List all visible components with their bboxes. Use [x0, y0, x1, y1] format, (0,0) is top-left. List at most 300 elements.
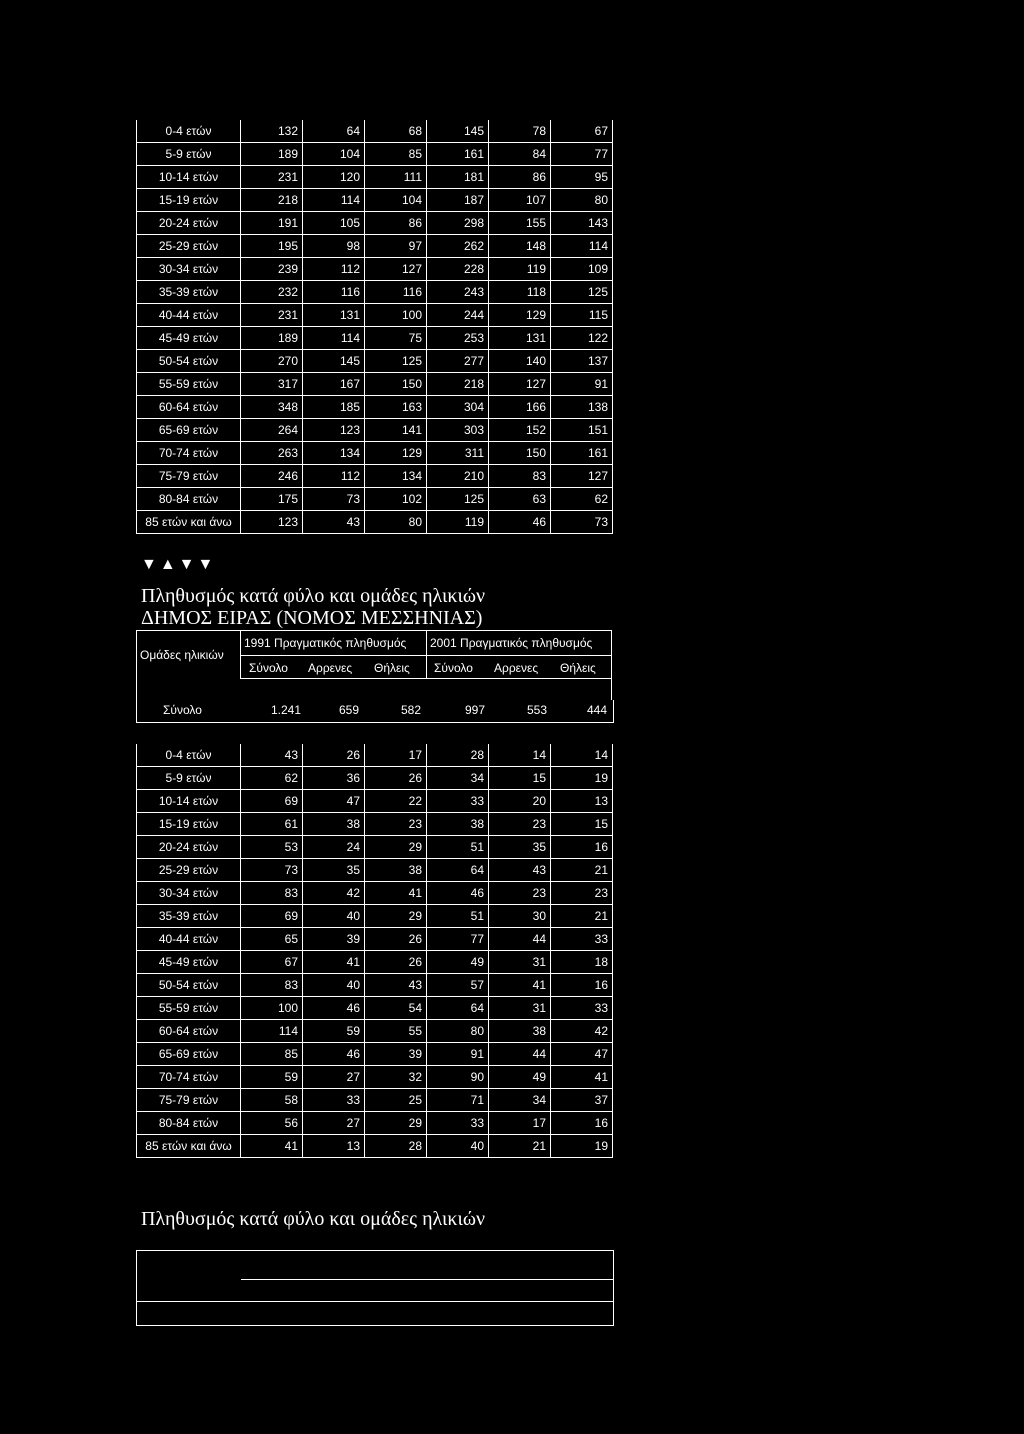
subheader-female-2001: Θήλεις — [560, 661, 596, 675]
age-group-label: 10-14 ετών — [137, 166, 241, 189]
cell-value: 134 — [365, 465, 427, 488]
cell-value: 67 — [241, 951, 303, 974]
cell-value: 105 — [303, 212, 365, 235]
cell-value: 29 — [365, 905, 427, 928]
cell-value: 114 — [303, 189, 365, 212]
cell-value: 100 — [365, 304, 427, 327]
cell-value: 17 — [489, 1112, 551, 1135]
age-group-label: 80-84 ετών — [137, 1112, 241, 1135]
cell-value: 218 — [427, 373, 489, 396]
cell-value: 44 — [489, 1043, 551, 1066]
cell-value: 134 — [303, 442, 365, 465]
cell-value: 189 — [241, 327, 303, 350]
table-row — [137, 258, 613, 281]
table-row — [137, 836, 613, 859]
age-group-label: 60-64 ετών — [137, 396, 241, 419]
municipality-title: ΔΗΜΟΣ ΕΙΡΑΣ (ΝΟΜΟΣ ΜΕΣΣΗΝΙΑΣ) — [141, 607, 483, 629]
table-row — [137, 1066, 613, 1089]
cell-value: 311 — [427, 442, 489, 465]
cell-value: 73 — [303, 488, 365, 511]
cell-value: 59 — [241, 1066, 303, 1089]
cell-value: 16 — [551, 836, 613, 859]
cell-value: 20 — [489, 790, 551, 813]
cell-value: 41 — [489, 974, 551, 997]
cell-value: 42 — [551, 1020, 613, 1043]
cell-value: 33 — [427, 790, 489, 813]
cell-value: 38 — [365, 859, 427, 882]
cell-value: 15 — [489, 767, 551, 790]
cell-value: 71 — [427, 1089, 489, 1112]
cell-value: 151 — [551, 419, 613, 442]
cell-value: 38 — [427, 813, 489, 836]
cell-value: 228 — [427, 258, 489, 281]
cell-value: 64 — [303, 120, 365, 143]
cell-value: 39 — [365, 1043, 427, 1066]
age-group-label: 75-79 ετών — [137, 1089, 241, 1112]
cell-value: 40 — [427, 1135, 489, 1158]
age-group-label: 85 ετών και άνω — [137, 511, 241, 534]
cell-value: 40 — [303, 905, 365, 928]
table-row — [137, 767, 613, 790]
cell-value: 148 — [489, 235, 551, 258]
age-group-label: 20-24 ετών — [137, 836, 241, 859]
age-group-label: 15-19 ετών — [137, 189, 241, 212]
cell-value: 34 — [427, 767, 489, 790]
age-group-label: 5-9 ετών — [137, 143, 241, 166]
cell-value: 348 — [241, 396, 303, 419]
cell-value: 150 — [489, 442, 551, 465]
cell-value: 123 — [241, 511, 303, 534]
cell-value: 125 — [427, 488, 489, 511]
table-row — [137, 350, 613, 373]
cell-value: 26 — [365, 951, 427, 974]
cell-value: 150 — [365, 373, 427, 396]
cell-value: 51 — [427, 905, 489, 928]
cell-value: 187 — [427, 189, 489, 212]
cell-value: 163 — [365, 396, 427, 419]
cell-value: 91 — [427, 1043, 489, 1066]
table-row — [137, 790, 613, 813]
cell-value: 161 — [551, 442, 613, 465]
cell-value: 14 — [551, 744, 613, 767]
cell-value: 57 — [427, 974, 489, 997]
cell-value: 63 — [489, 488, 551, 511]
cell-value: 39 — [303, 928, 365, 951]
cell-value: 132 — [241, 120, 303, 143]
age-group-label: 35-39 ετών — [137, 281, 241, 304]
table-row — [137, 1112, 613, 1135]
cell-value: 123 — [303, 419, 365, 442]
cell-value: 49 — [427, 951, 489, 974]
cell-value: 112 — [303, 465, 365, 488]
cell-value: 161 — [427, 143, 489, 166]
cell-value: 65 — [241, 928, 303, 951]
cell-value: 116 — [365, 281, 427, 304]
cell-value: 61 — [241, 813, 303, 836]
cell-value: 27 — [303, 1066, 365, 1089]
age-group-label: 50-54 ετών — [137, 974, 241, 997]
table-row — [137, 905, 613, 928]
cell-value: 37 — [551, 1089, 613, 1112]
cell-value: 195 — [241, 235, 303, 258]
cell-value: 46 — [489, 511, 551, 534]
cell-value: 64 — [427, 859, 489, 882]
cell-value: 131 — [489, 327, 551, 350]
cell-value: 218 — [241, 189, 303, 212]
cell-value: 54 — [365, 997, 427, 1020]
cell-value: 127 — [551, 465, 613, 488]
table-row — [137, 143, 613, 166]
cell-value: 19 — [551, 1135, 613, 1158]
cell-value: 191 — [241, 212, 303, 235]
cell-value: 32 — [365, 1066, 427, 1089]
cell-value: 98 — [303, 235, 365, 258]
cell-value: 80 — [365, 511, 427, 534]
cell-value: 28 — [427, 744, 489, 767]
cell-value: 43 — [303, 511, 365, 534]
cell-value: 19 — [551, 767, 613, 790]
cell-value: 16 — [551, 1112, 613, 1135]
cell-value: 143 — [551, 212, 613, 235]
cell-value: 91 — [551, 373, 613, 396]
cell-value: 35 — [489, 836, 551, 859]
cell-value: 129 — [489, 304, 551, 327]
cell-value: 43 — [365, 974, 427, 997]
cell-value: 26 — [365, 767, 427, 790]
cell-value: 304 — [427, 396, 489, 419]
cell-value: 73 — [241, 859, 303, 882]
cell-value: 263 — [241, 442, 303, 465]
cell-value: 46 — [303, 997, 365, 1020]
cell-value: 35 — [303, 859, 365, 882]
cell-value: 23 — [551, 882, 613, 905]
cell-value: 41 — [365, 882, 427, 905]
age-group-label: 0-4 ετών — [137, 120, 241, 143]
subheader-total-1991: Σύνολο — [249, 661, 288, 675]
table-row — [137, 974, 613, 997]
cell-value: 38 — [489, 1020, 551, 1043]
total-label: Σύνολο — [163, 703, 202, 717]
table-row — [137, 442, 613, 465]
cell-value: 21 — [551, 859, 613, 882]
cell-value: 119 — [489, 258, 551, 281]
table-row — [137, 235, 613, 258]
cell-value: 264 — [241, 419, 303, 442]
cell-value: 29 — [365, 836, 427, 859]
next-table-header — [136, 1250, 614, 1326]
cell-value: 239 — [241, 258, 303, 281]
cell-value: 95 — [551, 166, 613, 189]
cell-value: 166 — [489, 396, 551, 419]
cell-value: 80 — [427, 1020, 489, 1043]
table-row — [137, 488, 613, 511]
cell-value: 138 — [551, 396, 613, 419]
cell-value: 270 — [241, 350, 303, 373]
cell-value: 298 — [427, 212, 489, 235]
table-row — [137, 281, 613, 304]
cell-value: 62 — [241, 767, 303, 790]
age-group-label: 55-59 ετών — [137, 373, 241, 396]
cell-value: 17 — [365, 744, 427, 767]
cell-value: 24 — [303, 836, 365, 859]
cell-value: 22 — [365, 790, 427, 813]
age-groups-header: Ομάδες ηλικιών — [140, 648, 224, 662]
census-1991-header: 1991 Πραγματικός πληθυσμός — [244, 636, 407, 650]
cell-value: 243 — [427, 281, 489, 304]
cell-value: 129 — [365, 442, 427, 465]
cell-value: 85 — [365, 143, 427, 166]
cell-value: 41 — [241, 1135, 303, 1158]
cell-value: 100 — [241, 997, 303, 1020]
cell-value: 49 — [489, 1066, 551, 1089]
cell-value: 83 — [241, 882, 303, 905]
age-group-label: 10-14 ετών — [137, 790, 241, 813]
age-group-label: 30-34 ετών — [137, 258, 241, 281]
cell-value: 40 — [303, 974, 365, 997]
cell-value: 125 — [365, 350, 427, 373]
age-group-label: 75-79 ετών — [137, 465, 241, 488]
age-group-label: 50-54 ετών — [137, 350, 241, 373]
cell-value: 118 — [489, 281, 551, 304]
cell-value: 67 — [551, 120, 613, 143]
cell-value: 262 — [427, 235, 489, 258]
cell-value: 69 — [241, 790, 303, 813]
cell-value: 175 — [241, 488, 303, 511]
cell-value: 80 — [551, 189, 613, 212]
age-group-label: 25-29 ετών — [137, 235, 241, 258]
cell-value: 104 — [303, 143, 365, 166]
cell-value: 31 — [489, 951, 551, 974]
cell-value: 64 — [427, 997, 489, 1020]
cell-value: 16 — [551, 974, 613, 997]
age-group-label: 35-39 ετών — [137, 905, 241, 928]
cell-value: 86 — [489, 166, 551, 189]
age-group-label: 20-24 ετών — [137, 212, 241, 235]
cell-value: 13 — [303, 1135, 365, 1158]
cell-value: 41 — [551, 1066, 613, 1089]
cell-value: 53 — [241, 836, 303, 859]
cell-value: 56 — [241, 1112, 303, 1135]
cell-value: 42 — [303, 882, 365, 905]
cell-value: 75 — [365, 327, 427, 350]
cell-value: 68 — [365, 120, 427, 143]
cell-value: 253 — [427, 327, 489, 350]
table-row — [137, 1020, 613, 1043]
table-row — [137, 744, 613, 767]
cell-value: 26 — [365, 928, 427, 951]
table-row — [137, 511, 613, 534]
cell-value: 27 — [303, 1112, 365, 1135]
cell-value: 29 — [365, 1112, 427, 1135]
cell-value: 231 — [241, 304, 303, 327]
cell-value: 14 — [489, 744, 551, 767]
age-group-label: 0-4 ετών — [137, 744, 241, 767]
total-value: 659 — [338, 703, 359, 717]
cell-value: 141 — [365, 419, 427, 442]
cell-value: 244 — [427, 304, 489, 327]
cell-value: 77 — [551, 143, 613, 166]
subheader-male-2001: Αρρενες — [494, 661, 539, 675]
total-value: 997 — [464, 703, 485, 717]
cell-value: 38 — [303, 813, 365, 836]
cell-value: 58 — [241, 1089, 303, 1112]
table-row — [137, 120, 613, 143]
cell-value: 155 — [489, 212, 551, 235]
next-table-title: Πληθυσμός κατά φύλο και ομάδες ηλικιών — [141, 1208, 486, 1230]
age-group-label: 65-69 ετών — [137, 419, 241, 442]
cell-value: 116 — [303, 281, 365, 304]
cell-value: 120 — [303, 166, 365, 189]
cell-value: 145 — [427, 120, 489, 143]
population-table-top — [136, 120, 613, 534]
cell-value: 111 — [365, 166, 427, 189]
census-2001-header: 2001 Πραγματικός πληθυσμός — [430, 636, 593, 650]
table-row — [137, 327, 613, 350]
table-row — [137, 997, 613, 1020]
cell-value: 43 — [489, 859, 551, 882]
total-value: 582 — [400, 703, 421, 717]
total-value: 444 — [586, 703, 607, 717]
cell-value: 189 — [241, 143, 303, 166]
cell-value: 59 — [303, 1020, 365, 1043]
cell-value: 46 — [427, 882, 489, 905]
age-group-label: 45-49 ετών — [137, 951, 241, 974]
cell-value: 33 — [551, 997, 613, 1020]
cell-value: 90 — [427, 1066, 489, 1089]
table-row — [137, 1135, 613, 1158]
cell-value: 97 — [365, 235, 427, 258]
cell-value: 84 — [489, 143, 551, 166]
cell-value: 114 — [241, 1020, 303, 1043]
cell-value: 69 — [241, 905, 303, 928]
age-group-label: 60-64 ετών — [137, 1020, 241, 1043]
cell-value: 62 — [551, 488, 613, 511]
total-value: 1.241 — [270, 703, 301, 717]
population-table-eira — [136, 744, 613, 1158]
cell-value: 137 — [551, 350, 613, 373]
table-row — [137, 465, 613, 488]
cell-value: 145 — [303, 350, 365, 373]
cell-value: 112 — [303, 258, 365, 281]
cell-value: 83 — [489, 465, 551, 488]
cell-value: 46 — [303, 1043, 365, 1066]
age-group-label: 25-29 ετών — [137, 859, 241, 882]
cell-value: 21 — [551, 905, 613, 928]
age-group-label: 85 ετών και άνω — [137, 1135, 241, 1158]
cell-value: 140 — [489, 350, 551, 373]
age-group-label: 15-19 ετών — [137, 813, 241, 836]
cell-value: 131 — [303, 304, 365, 327]
cell-value: 15 — [551, 813, 613, 836]
cell-value: 30 — [489, 905, 551, 928]
cell-value: 115 — [551, 304, 613, 327]
age-group-label: 70-74 ετών — [137, 442, 241, 465]
cell-value: 317 — [241, 373, 303, 396]
cell-value: 44 — [489, 928, 551, 951]
nav-arrows-icon[interactable]: ▼▲▼▼ — [141, 556, 217, 573]
cell-value: 181 — [427, 166, 489, 189]
cell-value: 47 — [303, 790, 365, 813]
age-group-label: 55-59 ετών — [137, 997, 241, 1020]
age-group-label: 80-84 ετών — [137, 488, 241, 511]
cell-value: 119 — [427, 511, 489, 534]
cell-value: 303 — [427, 419, 489, 442]
cell-value: 33 — [427, 1112, 489, 1135]
subheader-female-1991: Θήλεις — [374, 661, 410, 675]
age-group-label: 5-9 ετών — [137, 767, 241, 790]
subheader-total-2001: Σύνολο — [434, 661, 473, 675]
cell-value: 34 — [489, 1089, 551, 1112]
cell-value: 109 — [551, 258, 613, 281]
age-group-label: 65-69 ετών — [137, 1043, 241, 1066]
cell-value: 55 — [365, 1020, 427, 1043]
cell-value: 51 — [427, 836, 489, 859]
age-group-label: 40-44 ετών — [137, 928, 241, 951]
age-group-label: 40-44 ετών — [137, 304, 241, 327]
subheader-male-1991: Αρρενες — [308, 661, 353, 675]
cell-value: 21 — [489, 1135, 551, 1158]
cell-value: 83 — [241, 974, 303, 997]
cell-value: 127 — [365, 258, 427, 281]
table-row — [137, 928, 613, 951]
cell-value: 231 — [241, 166, 303, 189]
table-row — [137, 212, 613, 235]
cell-value: 28 — [365, 1135, 427, 1158]
cell-value: 25 — [365, 1089, 427, 1112]
cell-value: 125 — [551, 281, 613, 304]
table-row — [137, 1089, 613, 1112]
total-row — [136, 700, 614, 723]
cell-value: 23 — [489, 882, 551, 905]
cell-value: 232 — [241, 281, 303, 304]
cell-value: 277 — [427, 350, 489, 373]
table-title: Πληθυσμός κατά φύλο και ομάδες ηλικιών — [141, 585, 486, 607]
cell-value: 33 — [303, 1089, 365, 1112]
cell-value: 31 — [489, 997, 551, 1020]
cell-value: 167 — [303, 373, 365, 396]
table-row — [137, 166, 613, 189]
cell-value: 152 — [489, 419, 551, 442]
cell-value: 23 — [365, 813, 427, 836]
cell-value: 73 — [551, 511, 613, 534]
cell-value: 36 — [303, 767, 365, 790]
table-row — [137, 304, 613, 327]
table-row — [137, 396, 613, 419]
table-row — [137, 951, 613, 974]
cell-value: 114 — [551, 235, 613, 258]
cell-value: 41 — [303, 951, 365, 974]
cell-value: 77 — [427, 928, 489, 951]
cell-value: 86 — [365, 212, 427, 235]
age-group-label: 45-49 ετών — [137, 327, 241, 350]
table-row — [137, 1043, 613, 1066]
cell-value: 210 — [427, 465, 489, 488]
cell-value: 78 — [489, 120, 551, 143]
cell-value: 185 — [303, 396, 365, 419]
cell-value: 122 — [551, 327, 613, 350]
cell-value: 23 — [489, 813, 551, 836]
age-group-label: 30-34 ετών — [137, 882, 241, 905]
age-group-label: 70-74 ετών — [137, 1066, 241, 1089]
table-row — [137, 373, 613, 396]
cell-value: 13 — [551, 790, 613, 813]
cell-value: 127 — [489, 373, 551, 396]
table-row — [137, 859, 613, 882]
cell-value: 246 — [241, 465, 303, 488]
cell-value: 26 — [303, 744, 365, 767]
cell-value: 104 — [365, 189, 427, 212]
cell-value: 85 — [241, 1043, 303, 1066]
